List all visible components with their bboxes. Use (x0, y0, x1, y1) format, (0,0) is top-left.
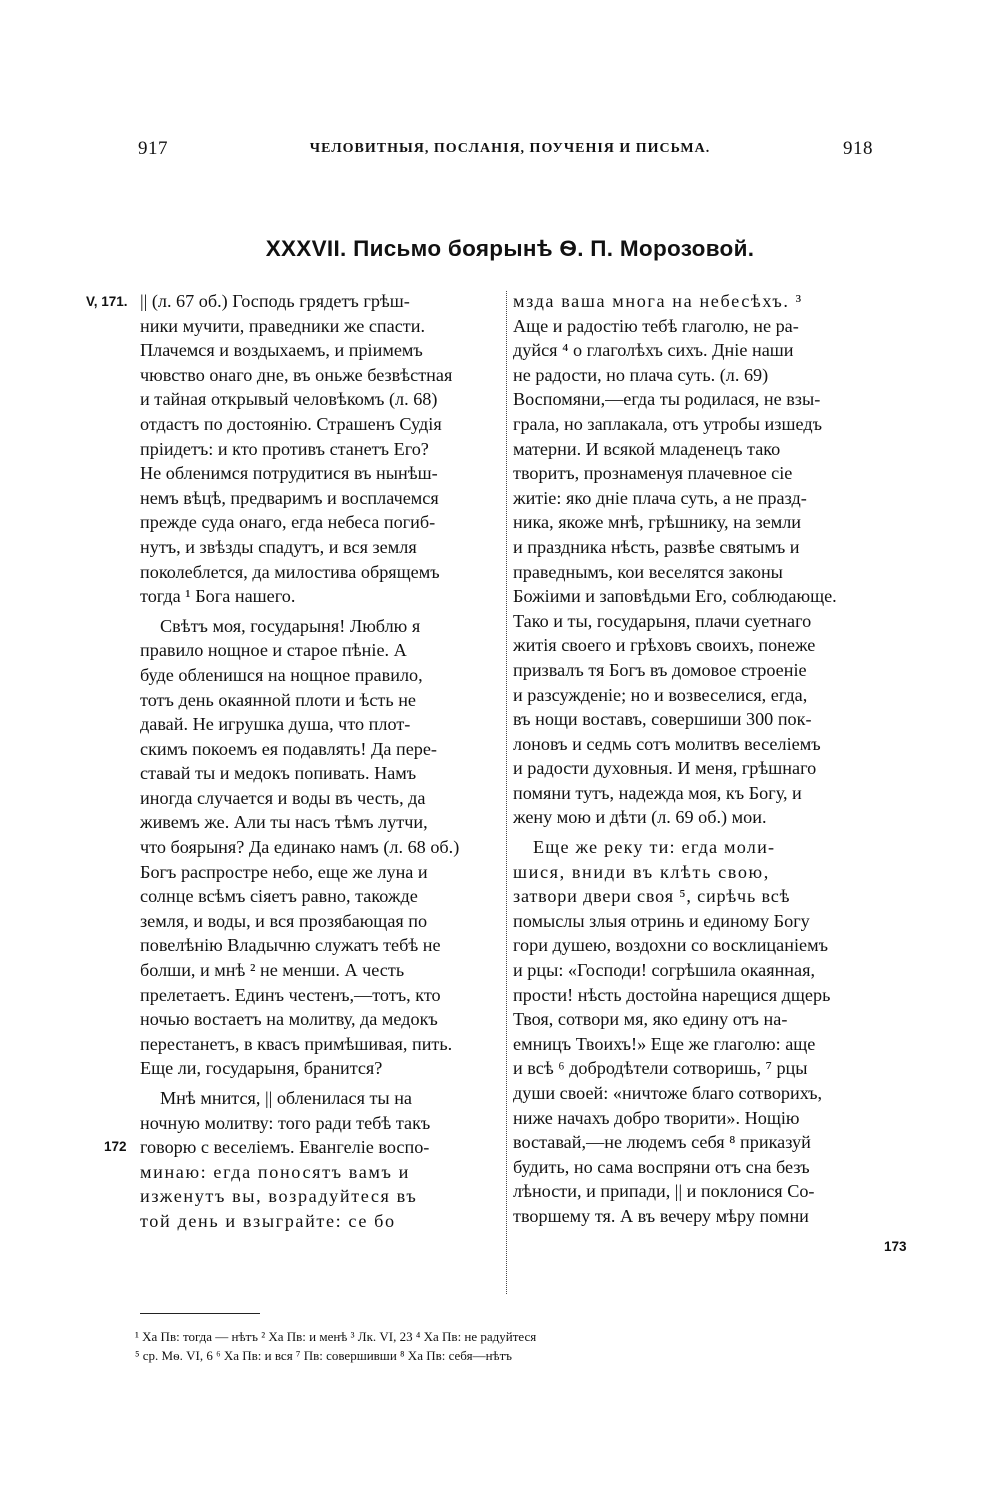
text-line: изженутъ вы, возрадуйтеся въ (140, 1186, 418, 1207)
right-text-column (513, 289, 878, 1229)
text-line: прости! нѣсть достойна нарещися дщерь (513, 984, 831, 1005)
text-line: отдастъ по достоянію. Страшенъ Судія (140, 413, 442, 434)
text-line: Еще ли, государыня, бранится? (140, 1058, 383, 1079)
text-line: тогда ¹ Бога нашего. (140, 586, 296, 607)
text-line: болши, и мнѣ ² не менши. А честь (140, 960, 405, 981)
text-line: буде обленишся на нощное правило, (140, 664, 423, 685)
text-line: лоновъ и седмь сотъ молитвъ веселіемъ (513, 733, 821, 754)
text-line: той день и взыграйте: се бо (140, 1210, 396, 1231)
right-paragraph-2 (513, 835, 878, 1229)
text-line: Твоя, сотвори мя, яко едину отъ на- (513, 1009, 788, 1030)
footnote-rule (140, 1313, 260, 1314)
text-line: Тако и ты, государыня, плачи суетнаго (513, 610, 812, 631)
text-line: дуйся ⁴ о глаголѣхъ сихъ. Дніе наши (513, 340, 794, 361)
text-line: Аще и радостію тебѣ глаголю, не ра- (513, 315, 799, 336)
text-line: Воспомяни,—егда ты родилася, не взы- (513, 389, 821, 410)
text-line: минаю: егда поносятъ вамъ и (140, 1161, 410, 1182)
text-line: Еще же реку ти: егда моли- (533, 837, 776, 858)
margin-note-172: 172 (104, 1139, 127, 1154)
text-line: творитъ, прознаменуя плачевное сіе (513, 463, 793, 484)
footnotes (135, 1327, 880, 1365)
text-line: творшему тя. А въ вечеру мѣру помни (513, 1205, 809, 1226)
text-line: матерни. И всякой младенецъ тако (513, 438, 781, 459)
running-title: ЧЕЛОВИТНЫЯ, ПОСЛАНІЯ, ПОУЧЕНІЯ И ПИСЬМА. (309, 141, 711, 156)
text-line: призвалъ тя Богъ въ домовое строеніе (513, 659, 807, 680)
left-text-column (140, 289, 502, 1234)
text-line: прелетаетъ. Единъ честенъ,—тотъ, кто (140, 984, 441, 1005)
text-line: емницъ Твоихъ!» Еще же глаголю: аще (513, 1033, 816, 1054)
text-line: грала, но заплакала, отъ утробы изшедъ (513, 413, 822, 434)
text-line: пріидетъ: и кто противъ станетъ Его? (140, 438, 429, 459)
text-line: земля, и воды, и вся прозябающая по (140, 910, 428, 931)
text-line: и разсужденіе; но и возвеселися, егда, (513, 684, 808, 705)
text-line: будить, но сама воспряни отъ сна безъ (513, 1156, 810, 1177)
text-line: чювство онаго дне, въ оньже безвѣстная (140, 364, 453, 385)
text-line: Богъ распростре небо, еще же луна и (140, 861, 428, 882)
margin-note-v171: V, 171. (86, 294, 128, 309)
text-line: Не обленимся потрудитися въ нынѣш- (140, 463, 438, 484)
text-line: давай. Не игрушка душа, что плот- (140, 714, 411, 735)
text-line: лѣности, и припади, || и поклонися Со- (513, 1181, 815, 1202)
text-line: солнце всѣмъ сіяетъ равно, такожде (140, 886, 418, 907)
text-line: что боярыня? Да единако намъ (л. 68 об.) (140, 837, 460, 858)
text-line: и праздника нѣсть, развѣе святымъ и (513, 536, 800, 557)
text-line: Божіими и заповѣдьми Его, соблюдающе. (513, 586, 837, 607)
text-line: ника, якоже мнѣ, грѣшнику, на земли (513, 512, 802, 533)
text-line: житія своего и грѣховъ своихъ, понеже (513, 635, 816, 656)
text-line: живемъ же. Али ты насъ тѣмъ лутчи, (140, 812, 428, 833)
text-line: говорю с веселіемъ. Евангеліе воспо- (140, 1137, 430, 1158)
text-line: мзда ваша многа на небесѣхъ. ³ (513, 291, 803, 311)
text-line: тотъ день окаянной плоти и ѣсть не (140, 689, 417, 710)
text-line: Свѣтъ моя, государыня! Люблю я (160, 615, 421, 636)
text-line: не радости, но плача суть. (л. 69) (513, 364, 769, 385)
column-divider (506, 291, 507, 1294)
footnote-line: ⁵ ср. Мѳ. VI, 6 ⁶ Ха Пв: и вся ⁷ Пв: совершивши ⁸ Ха Пв: себя—нѣтъ (135, 1348, 512, 1363)
text-line: и всѣ ⁶ добродѣтели сотворишь, ⁷ рцы (513, 1058, 808, 1079)
text-line: иногда случается и воды въ честь, да (140, 787, 426, 808)
text-line: нутъ, и звѣзды спадутъ, и вся земля (140, 536, 417, 557)
text-line: и тайная открывый человѣкомъ (л. 68) (140, 389, 438, 410)
text-line: перестанетъ, в квасъ примѣшивая, пить. (140, 1033, 453, 1054)
text-line: въ нощи воставъ, совершиши 300 пок- (513, 709, 812, 730)
text-line: и радости духовныя. И меня, грѣшнаго (513, 758, 817, 779)
text-line: души своей: «ничтоже благо сотворихъ, (513, 1083, 823, 1103)
document-title: XXXVII. Письмо боярынѣ Ѳ. П. Морозовой. (265, 236, 755, 261)
page-number-left: 917 (138, 138, 168, 159)
text-line: ниже начахъ добро творити». Нощію (513, 1107, 800, 1128)
text-line: прежде суда онаго, егда небеса погиб- (140, 512, 436, 533)
text-line: ночную молитву: того ради тебѣ такъ (140, 1112, 431, 1133)
left-paragraph-3 (140, 1086, 502, 1234)
text-line: помыслы злыя отринь и единому Богу (513, 910, 810, 931)
text-line: воставай,—не людемъ себя ⁸ приказуй (513, 1132, 811, 1153)
text-line: и рцы: «Господи! согрѣшила окаянная, (513, 960, 816, 981)
text-line: ночью востаетъ на молитву, да медокъ (140, 1009, 438, 1030)
text-line: || (л. 67 об.) Господь грядетъ грѣш- (140, 291, 410, 311)
footnote-line: ¹ Ха Пв: тогда — нѣтъ ² Ха Пв: и менѣ ³ Лк. VI, 23 ⁴ Ха Пв: не радуйтеся (135, 1329, 537, 1344)
text-line: поколеблется, да милостива обрящемъ (140, 561, 440, 582)
text-line: затвори двери своя ⁵, сирѣчь всѣ (513, 886, 791, 907)
text-line: ники мучити, праведники же спасти. (140, 315, 426, 336)
text-line: Мнѣ мнится, || обленилася ты на (160, 1088, 412, 1108)
text-line: гори душею, воздохни со восклицаніемъ (513, 935, 829, 956)
text-line: житіе: яко дніе плача суть, а не празд- (513, 487, 807, 508)
text-line: шися, вниди въ клѣть свою, (513, 861, 770, 882)
text-line: праведнымъ, кои веселятся законы (513, 561, 783, 582)
left-paragraph-1 (140, 289, 502, 609)
text-line: скимъ покоемъ ея подавлять! Да пере- (140, 738, 437, 759)
text-line: ставай ты и медокъ попивать. Намъ (140, 763, 417, 784)
text-line: повелѣнію Владычню служатъ тебѣ не (140, 935, 441, 956)
text-line: немъ вѣцѣ, предваримъ и восплачемся (140, 487, 439, 508)
right-paragraph-1 (513, 289, 878, 830)
text-line: Плачемся и воздыхаемъ, и пріимемъ (140, 340, 423, 361)
page-number-right: 918 (843, 138, 873, 159)
text-line: помяни тутъ, надежда моя, къ Богу, и (513, 782, 802, 803)
text-line: правило нощное и старое пѣніе. А (140, 640, 407, 661)
margin-note-173: 173 (884, 1239, 907, 1254)
left-paragraph-2 (140, 614, 502, 1081)
text-line: жену мою и дѣти (л. 69 об.) мои. (513, 807, 767, 828)
